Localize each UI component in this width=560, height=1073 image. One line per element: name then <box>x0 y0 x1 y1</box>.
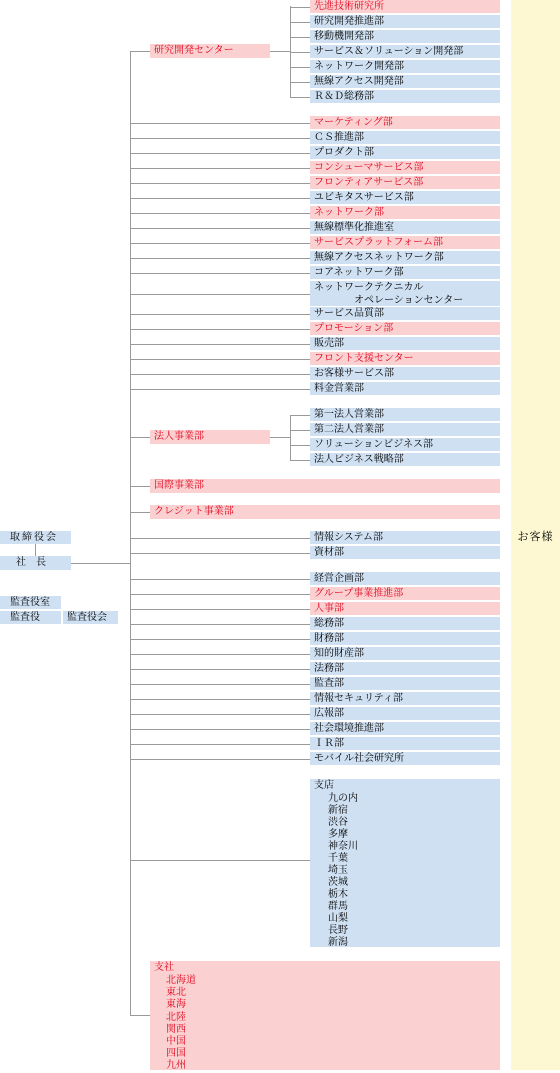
business-unit-connector <box>130 359 310 360</box>
admin-unit-connector <box>130 744 310 745</box>
international-division: 国際事業部 <box>150 479 500 493</box>
rnd-branch-line <box>130 51 150 52</box>
corporate-unit-connector <box>290 445 310 446</box>
admin-unit: 情報セキュリティ部 <box>310 692 500 705</box>
admin-unit: 総務部 <box>310 617 500 630</box>
business-unit: 料金営業部 <box>310 382 500 395</box>
business-unit: サービス品質部 <box>310 307 500 320</box>
admin-unit: 人事部 <box>310 602 500 615</box>
admin-unit: モバイル社会研究所 <box>310 752 500 765</box>
credit-branch-line <box>130 512 150 513</box>
business-unit: プロモーション部 <box>310 322 500 335</box>
corporate-units-vertical <box>290 415 291 461</box>
branches-line <box>130 860 310 861</box>
rnd-unit-connector <box>290 37 310 38</box>
business-unit: ネットワーク部 <box>310 206 500 219</box>
auditor: 監査役 <box>0 611 61 624</box>
rnd-unit: 移動機開発部 <box>310 30 500 43</box>
admin-unit: グループ事業推進部 <box>310 587 500 600</box>
branches-block <box>310 779 500 947</box>
admin-unit-connector <box>130 594 310 595</box>
business-unit-connector <box>130 389 310 390</box>
business-unit: ネットワークテクニカル オペレーションセンター <box>310 281 500 306</box>
credit-division: クレジット事業部 <box>150 505 500 519</box>
admin-unit: ＩＲ部 <box>310 737 500 750</box>
business-unit: 販売部 <box>310 337 500 350</box>
admin-unit-connector <box>130 624 310 625</box>
regional-offices-block <box>150 961 500 1070</box>
regional-title: 支社 <box>154 962 174 973</box>
corporate-branch-line <box>130 437 150 438</box>
business-unit-connector <box>130 329 310 330</box>
business-unit-connector <box>130 258 310 259</box>
rnd-unit-connector <box>290 82 310 83</box>
board-president-connector <box>35 544 36 556</box>
business-unit-connector <box>130 213 310 214</box>
business-unit: 無線アクセスネットワーク部 <box>310 251 500 264</box>
branches-list: 九の内 新宿 渋谷 多摩 神奈川 千葉 埼玉 茨城 栃木 群馬 山梨 長野 新潟 <box>328 793 358 948</box>
business-unit: ＣＳ推進部 <box>310 131 500 144</box>
system-unit-connector <box>130 553 310 554</box>
rnd-unit-connector <box>290 97 310 98</box>
business-unit-connector <box>130 374 310 375</box>
admin-unit: 監査部 <box>310 677 500 690</box>
corporate-unit: 第二法人営業部 <box>310 423 500 436</box>
branches-title: 支店 <box>314 780 334 791</box>
business-unit-connector <box>130 153 310 154</box>
main-trunk-line <box>130 51 131 1016</box>
corporate-unit-connector <box>290 460 310 461</box>
board-of-directors: 取締役会 <box>0 531 71 544</box>
corporate-sales-division: 法人事業部 <box>150 430 270 444</box>
admin-unit-connector <box>130 579 310 580</box>
business-unit-connector <box>130 344 310 345</box>
customer-label: お客様 <box>517 530 554 543</box>
business-unit-connector <box>130 228 310 229</box>
business-unit-connector <box>130 294 310 295</box>
rnd-unit: サービス＆ソリューション開発部 <box>310 45 500 58</box>
business-unit: サービスプラットフォーム部 <box>310 236 500 249</box>
business-unit: コアネットワーク部 <box>310 266 500 279</box>
rnd-center: 研究開発センター <box>150 44 270 58</box>
international-branch-line <box>130 486 150 487</box>
admin-unit: 財務部 <box>310 632 500 645</box>
corporate-to-units-line <box>270 437 290 438</box>
rnd-unit: 無線アクセス開発部 <box>310 75 500 88</box>
customer-column <box>511 0 560 1070</box>
business-unit: フロンティアサービス部 <box>310 176 500 189</box>
business-unit: お客様サービス部 <box>310 367 500 380</box>
rnd-to-units-line <box>270 51 290 52</box>
business-unit-connector <box>130 198 310 199</box>
admin-unit: 法務部 <box>310 662 500 675</box>
rnd-unit: 先進技術研究所 <box>310 0 500 13</box>
rnd-unit-connector <box>290 7 310 8</box>
regional-line <box>130 1015 150 1016</box>
business-unit-connector <box>130 314 310 315</box>
system-unit: 情報システム部 <box>310 531 500 544</box>
admin-unit-connector <box>130 654 310 655</box>
business-unit: 無線標準化推進室 <box>310 221 500 234</box>
admin-unit-connector <box>130 759 310 760</box>
rnd-unit-connector <box>290 67 310 68</box>
president: 社 長 <box>0 556 71 570</box>
rnd-unit: 研究開発推進部 <box>310 15 500 28</box>
rnd-unit: Ｒ＆Ｄ総務部 <box>310 90 500 103</box>
admin-unit-connector <box>130 684 310 685</box>
admin-unit-connector <box>130 729 310 730</box>
admin-unit-connector <box>130 669 310 670</box>
admin-unit-connector <box>130 639 310 640</box>
system-unit-connector <box>130 538 310 539</box>
corporate-unit-connector <box>290 430 310 431</box>
business-unit: フロント支援センター <box>310 352 500 365</box>
business-unit-connector <box>130 168 310 169</box>
rnd-unit-connector <box>290 22 310 23</box>
business-unit-connector <box>130 138 310 139</box>
admin-unit: 社会環境推進部 <box>310 722 500 735</box>
admin-unit: 知的財産部 <box>310 647 500 660</box>
rnd-units-vertical <box>290 6 291 97</box>
rnd-unit: ネットワーク開発部 <box>310 60 500 73</box>
business-unit-connector <box>130 183 310 184</box>
business-unit: ユビキタスサービス部 <box>310 191 500 204</box>
business-unit-connector <box>130 273 310 274</box>
admin-unit-connector <box>130 609 310 610</box>
rnd-unit-connector <box>290 52 310 53</box>
president-trunk-connector <box>71 563 131 564</box>
admin-unit: 広報部 <box>310 707 500 720</box>
admin-unit-connector <box>130 699 310 700</box>
business-unit: マーケティング部 <box>310 116 500 129</box>
business-unit-connector <box>130 123 310 124</box>
business-unit-connector <box>130 243 310 244</box>
corporate-unit-connector <box>290 415 310 416</box>
corporate-unit: 第一法人営業部 <box>310 408 500 421</box>
audit-office: 監査役室 <box>0 596 61 609</box>
corporate-unit: 法人ビジネス戦略部 <box>310 453 500 466</box>
business-unit: プロダクト部 <box>310 146 500 159</box>
regional-list: 北海道 東北 東海 北陸 関西 中国 四国 九州 <box>166 975 196 1072</box>
business-unit: コンシューマサービス部 <box>310 161 500 174</box>
admin-unit-connector <box>130 714 310 715</box>
admin-unit: 経営企画部 <box>310 572 500 585</box>
audit-board: 監査役会 <box>63 611 118 624</box>
corporate-unit: ソリューションビジネス部 <box>310 438 500 451</box>
system-unit: 資材部 <box>310 546 500 559</box>
